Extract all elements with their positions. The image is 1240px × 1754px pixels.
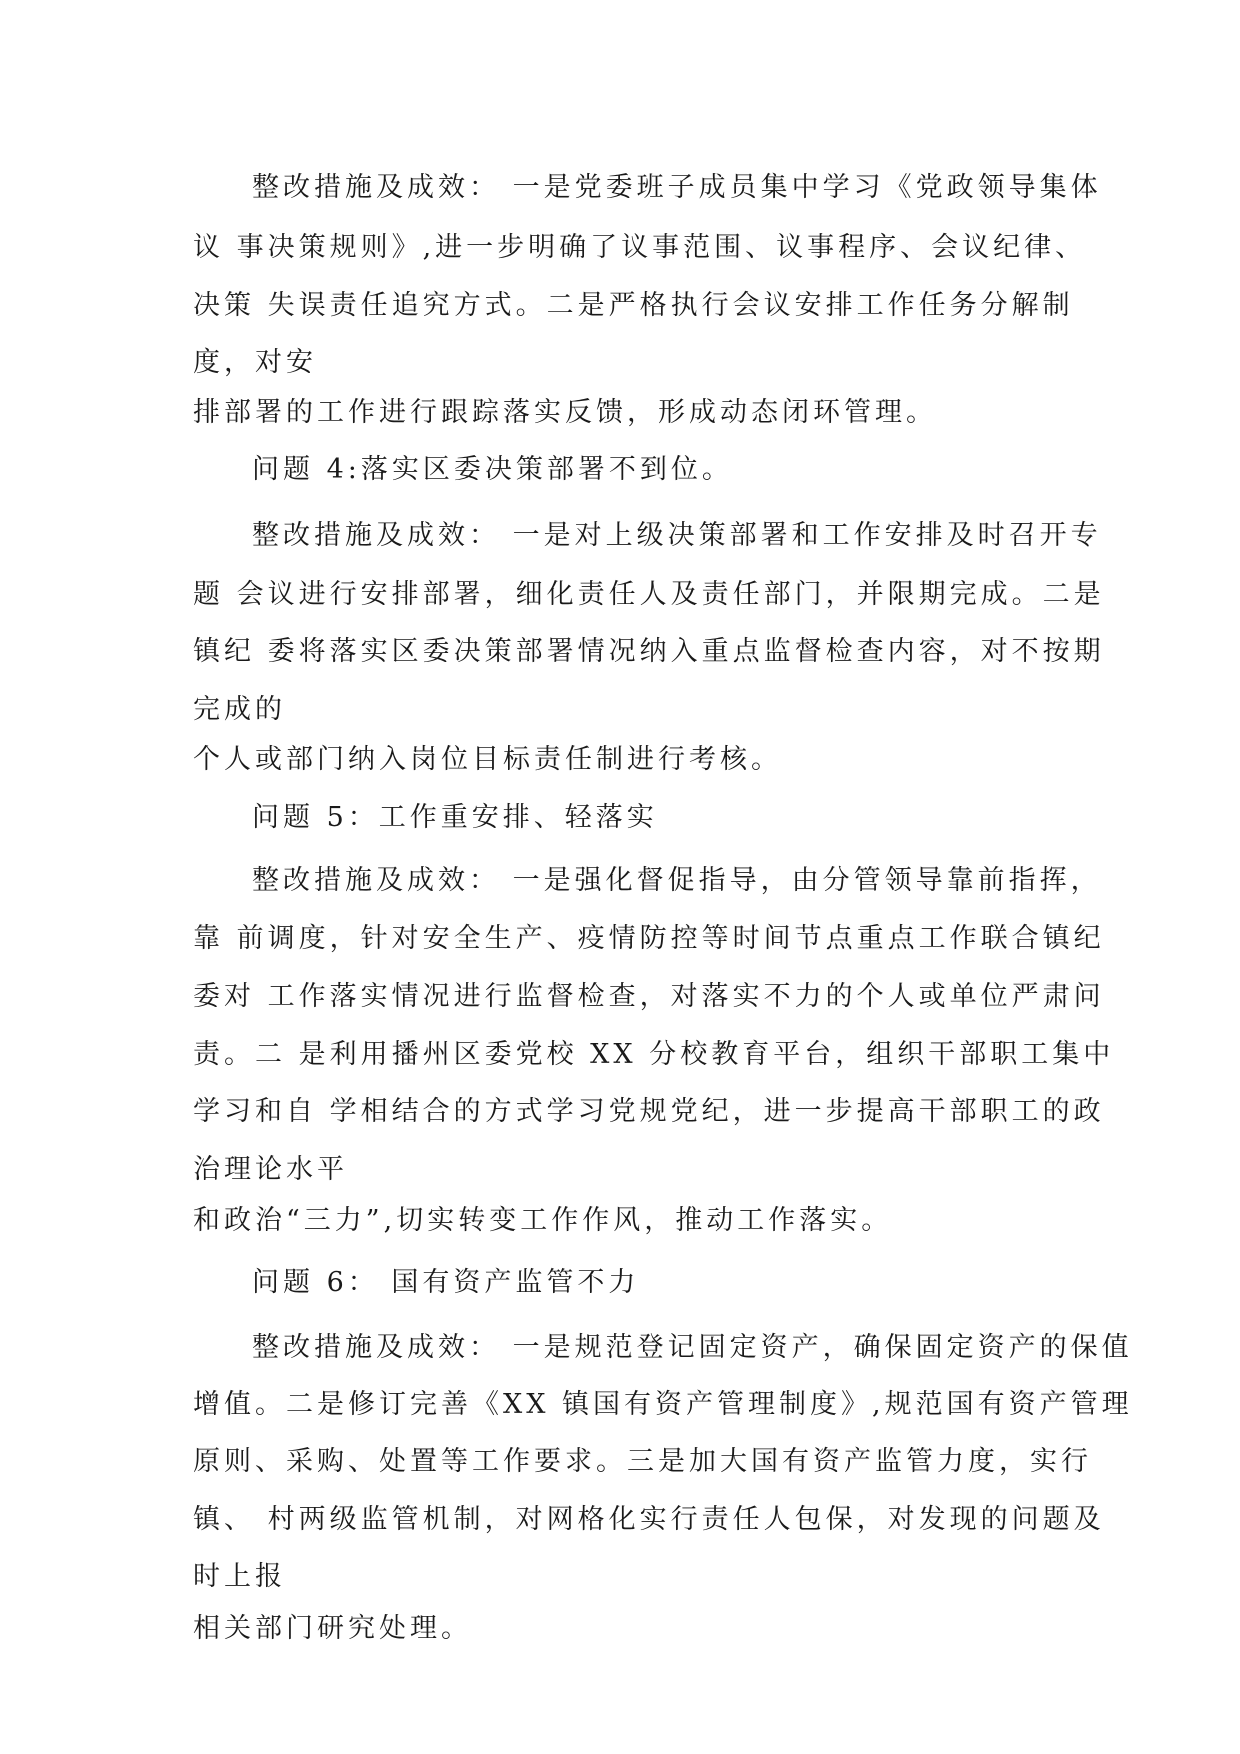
text-line: 完成的 <box>193 694 286 725</box>
text-line: 整改措施及成效： 一是党委班子成员集中学习《党政领导集体 <box>252 172 1102 203</box>
issue-heading: 问题 6： 国有资产监管不力 <box>252 1267 640 1298</box>
text-line: 学习和自 学相结合的方式学习党规党纪，进一步提高干部职工的政 <box>193 1096 1105 1127</box>
text-line: 增值。二是修订完善《XX 镇国有资产管理制度》,规范国有资产管理 <box>193 1389 1133 1420</box>
text-line: 靠 前调度，针对安全生产、疫情防控等时间节点重点工作联合镇纪 <box>193 923 1105 954</box>
text-line: 整改措施及成效： 一是对上级决策部署和工作安排及时召开专 <box>252 520 1102 551</box>
text-line: 和政治“三力”,切实转变工作作风，推动工作落实。 <box>193 1205 893 1236</box>
text-line: 排部署的工作进行跟踪落实反馈，形成动态闭环管理。 <box>193 397 937 428</box>
text-line: 时上报 <box>193 1561 286 1592</box>
text-line: 责。二 是利用播州区委党校 XX 分校教育平台，组织干部职工集中 <box>193 1039 1115 1070</box>
issue-heading: 问题 4:落实区委决策部署不到位。 <box>252 454 733 485</box>
text-line: 相关部门研究处理。 <box>193 1613 472 1644</box>
text-line: 决策 失误责任追究方式。二是严格执行会议安排工作任务分解制 <box>193 290 1074 321</box>
text-line: 委对 工作落实情况进行监督检查，对落实不力的个人或单位严肃问 <box>193 981 1105 1012</box>
text-line: 镇纪 委将落实区委决策部署情况纳入重点监督检查内容，对不按期 <box>193 636 1105 667</box>
text-line: 治理论水平 <box>193 1154 348 1185</box>
text-line: 题 会议进行安排部署，细化责任人及责任部门，并限期完成。二是 <box>193 579 1105 610</box>
text-line: 度，对安 <box>193 347 317 378</box>
text-line: 个人或部门纳入岗位目标责任制进行考核。 <box>193 744 782 775</box>
text-line: 整改措施及成效： 一是规范登记固定资产，确保固定资产的保值 <box>252 1332 1133 1363</box>
text-line: 议 事决策规则》,进一步明确了议事范围、议事程序、会议纪律、 <box>193 232 1087 263</box>
text-line: 整改措施及成效： 一是强化督促指导，由分管领导靠前指挥， <box>252 865 1102 896</box>
text-line: 镇、 村两级监管机制，对网格化实行责任人包保，对发现的问题及 <box>193 1504 1105 1535</box>
issue-heading: 问题 5：工作重安排、轻落实 <box>252 802 658 833</box>
text-line: 原则、采购、处置等工作要求。三是加大国有资产监管力度，实行 <box>193 1446 1092 1477</box>
